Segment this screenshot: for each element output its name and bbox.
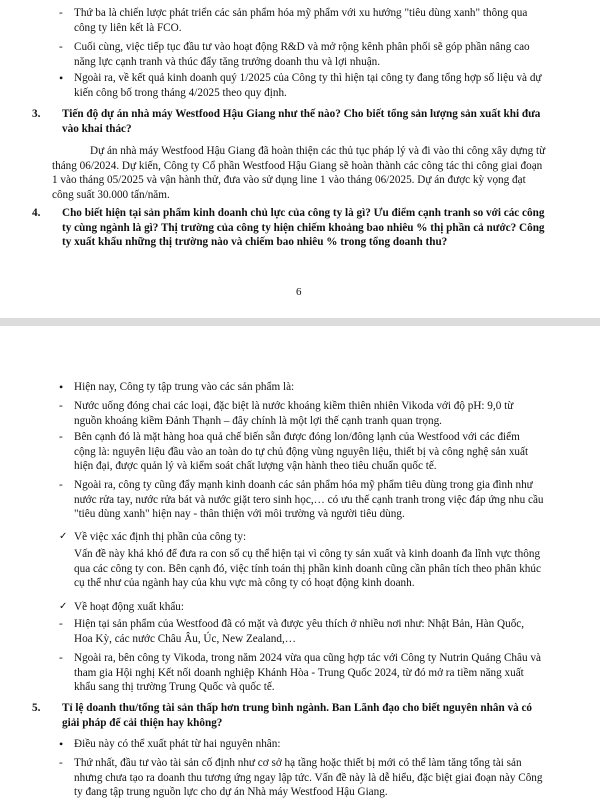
question-number: 4. (32, 207, 41, 219)
list-item: - Nước uống đóng chai các loại, đặc biệt là nước khoáng kiềm thiên nhiên Vikoda với độ pH: 9,0 từ nguồn khoáng kiềm Đảnh Thạnh – đây chính là một lợi thế cạnh tranh quan trọng. (74, 399, 544, 428)
question-text: Tiến độ dự án nhà máy Westfood Hậu Giang như thế nào? Cho biết tổng sản lượng sản xuất khi đưa vào khai thác? (62, 108, 541, 135)
document-page-6 (0, 0, 600, 318)
list-item: - Ngoài ra, công ty cũng đẩy mạnh kinh doanh các sản phẩm hóa mỹ phẩm tiêu dùng trong gia đình như nước rửa tay, nước rửa bát và nước giặt tero sinh học,… có ưu thế cạnh tranh trong việc đáp ứng nhu cầu "tiêu dùng xanh" hiện nay - thân thiện với môi trường và người tiêu dùng. (74, 478, 544, 522)
paragraph: Vấn đề này khá khó để đưa ra con số cụ thể hiện tại vì công ty sản xuất và kinh doanh đa lĩnh vực thông qua các công ty con. Bên cạnh đó, việc tính toán thị phần kinh doanh cũng cần phân tích theo phân khúc cụ thể như của ngành hay của khu vực mà công ty có hoạt động kinh doanh. (74, 548, 541, 590)
list-item: - Thứ nhất, đầu tư vào tài sản cố định như cơ sở hạ tầng hoặc thiết bị mới có thể làm tăng tổng tài sản nhưng chưa tạo ra doanh thu tương ứng ngay lập tức. Vấn đề này là dễ hiểu, đặc biệt giai đoạn này Công ty đang tập trung nguồn lực cho dự án Nhà máy Westfood Hậu Giang. (74, 756, 544, 800)
question-number: 3. (32, 108, 41, 120)
section-heading: ✓ Về hoạt động xuất khẩu: (74, 600, 544, 615)
list-item: - Cuối cùng, việc tiếp tục đầu tư vào hoạt động R&D và mở rộng kênh phân phối sẽ góp phần nâng cao năng lực cạnh tranh và thúc đẩy tăng trưởng doanh thu và lợi nhuận. (74, 40, 544, 69)
question-4 (32, 206, 552, 250)
question-5 (32, 701, 552, 730)
answer-3-paragraph: Dự án nhà máy Westfood Hậu Giang đã hoàn thiện các thủ tục pháp lý và đi vào thi công xây dựng từ tháng 06/2024. Dự kiến, Công ty Cổ phần Westfood Hậu Giang sẽ hoàn thành các công tác thi công giai đoạn 1 vào tháng 05/2025 và vận hành thử, đưa vào sử dụng line 1 vào tháng 06/2025. Dự án được kỳ vọng đạt công suất 30.000 tấn/năm. (52, 145, 546, 201)
list-item: • Điều này có thể xuất phát từ hai nguyên nhân: (74, 737, 544, 752)
list-item: - Ngoài ra, bên công ty Vikoda, trong năm 2024 vừa qua cũng hợp tác với Công ty Nutrin Quảng Châu và tham gia Hội nghị Kết nối doanh nghiệp Khánh Hòa - Trung Quốc 2024, từ đó mở ra tiềm năng xuất khẩu sang thị trường Trung Quốc và quốc tế. (74, 651, 544, 695)
question-text: Tỉ lệ doanh thu/tổng tài sản thấp hơn trung bình ngành. Ban Lãnh đạo cho biết nguyên nhân và có giải pháp để cải thiện hay không? (62, 702, 533, 729)
list-item: - Thứ ba là chiến lược phát triển các sản phẩm hóa mỹ phẩm với xu hướng "tiêu dùng xanh" thông qua công ty liên kết là FCO. (74, 6, 544, 35)
list-item: • Ngoài ra, về kết quả kinh doanh quý 1/2025 của Công ty thì hiện tại công ty đang tổng hợp số liệu và dự kiến công bố trong tháng 4/2025 theo quy định. (74, 71, 544, 100)
question-number: 5. (32, 702, 41, 714)
document-page-7 (0, 326, 600, 800)
question-text: Cho biết hiện tại sản phẩm kinh doanh chủ lực của công ty là gì? Ưu điểm cạnh tranh so với các công ty cùng ngành là gì? Thị trường của công ty hiện chiếm khoảng bao nhiêu % thị phần cả nước? Công ty xuất khẩu những thị trường nào và chiếm bao nhiêu % trong tổng doanh thu? (62, 207, 545, 249)
section-heading: ✓ Về việc xác định thị phần của công ty: (74, 530, 544, 545)
question-3 (32, 107, 552, 136)
list-item: • Hiện nay, Công ty tập trung vào các sản phẩm là: (74, 380, 544, 395)
list-item: - Bên cạnh đó là mặt hàng hoa quả chế biến sẵn được đóng lon/đông lạnh của Westfood với các điểm cộng là: nguyên liệu đầu vào an toàn do tự chủ động vùng nguyên liệu, thiết bị và công nghệ sản xuất hiện đại, được quản lý và kiểm soát chất lượng vận hành theo tiêu chuẩn quốc tế. (74, 430, 544, 474)
page-number: 6 (296, 286, 302, 298)
list-item: - Hiện tại sản phẩm của Westfood đã có mặt và được yêu thích ở nhiều nơi như: Nhật Bản, Hàn Quốc, Hoa Kỳ, các nước Châu Âu, Úc, New Zealand,… (74, 617, 544, 646)
